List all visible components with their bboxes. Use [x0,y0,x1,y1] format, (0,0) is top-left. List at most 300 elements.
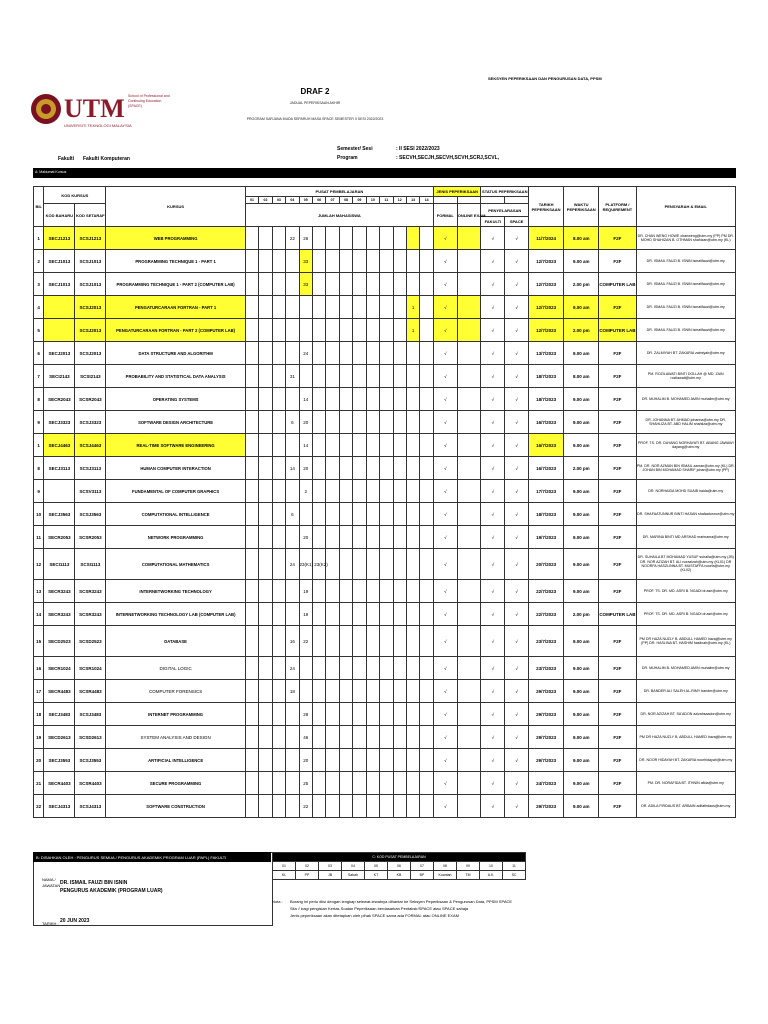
row-center-count [339,795,352,818]
table-row [34,342,736,365]
table-row [34,680,736,703]
row-formal: √ [433,388,457,411]
row-center-count [406,411,419,434]
row-formal: √ [433,749,457,772]
row-waktu: 9.00 am [564,703,599,726]
tarikh-label: TARIKH : [42,921,59,926]
row-online [457,480,481,503]
row-center-count [380,250,393,273]
row-formal: √ [433,526,457,549]
table-row [34,273,736,296]
row-kod-setaraf: SCSJ2013 [75,342,106,365]
row-center-count [353,319,366,342]
row-center-count [393,726,406,749]
center-header: 03 [272,197,285,204]
row-waktu: 2.00 pm [564,603,599,626]
row-center-count [353,726,366,749]
row-tarikh: 29/7/2023 [529,680,564,703]
row-bil: 9 [34,411,44,434]
row-center-count [259,388,272,411]
row-center-count [353,296,366,319]
center-header: 07 [326,197,339,204]
row-center-count [326,795,339,818]
table-row [34,526,736,549]
table-row [34,457,736,480]
row-waktu: 9.00 am [564,411,599,434]
subtitle-1: JADUAL PEPERIKSAAN AKHIR [289,101,341,105]
table-row [34,580,736,603]
row-center-count [286,603,299,626]
row-waktu: 9.00 am [564,726,599,749]
row-space: √ [505,603,529,626]
row-center-count [393,749,406,772]
row-tarikh: 18/7/2023 [529,503,564,526]
row-center-count [312,795,325,818]
row-platform: F2F [599,526,636,549]
row-center-count: 46 [299,726,312,749]
row-center-count [406,480,419,503]
row-pensyarah: DR. ISMAIL FAUZI B. ISNIN ismailfauzi@utm.my [636,250,735,273]
svg-text:(SPACE): (SPACE) [128,104,142,108]
nota-2: Sila √ bagi pengisian Kertas Soalan Peperiksaan berdasarkan Pentaksir/SPACE atau SPACE sahaja [290,906,469,911]
row-center-count [339,580,352,603]
row-bil: 15 [34,626,44,657]
row-pensyarah: PM. ROZILAWATI BINTI DOLLAH @ MD. ZAIN rozilawati@utm.my [636,365,735,388]
row-center-count [393,365,406,388]
row-tarikh: 18/7/2023 [529,388,564,411]
row-waktu: 2.00 pm [564,273,599,296]
row-center-count [339,772,352,795]
row-center-count [420,526,434,549]
row-center-count [420,626,434,657]
row-center-count: 22 [299,795,312,818]
row-waktu: 8.00 am [564,227,599,250]
row-kod-baru: SECI2143 [44,365,75,388]
row-online [457,549,481,580]
row-pensyarah: DR. JOHANNA BT. AHMAD johanna@utm.my DR. SHAHLIZA BT. ABD HALIM shahliza@utm.my [636,411,735,434]
row-center-count [420,726,434,749]
row-center-count [272,457,285,480]
row-center-count [353,526,366,549]
row-center-count [245,319,258,342]
row-center-count [259,227,272,250]
row-center-count [393,526,406,549]
row-bil: 10 [34,503,44,526]
row-kod-baru: SECJ3553 [44,749,75,772]
row-center-count [312,772,325,795]
row-kursus: WEB PROGRAMMING [106,227,246,250]
row-tarikh: 16/7/2023 [529,434,564,457]
row-waktu: 9.00 am [564,680,599,703]
row-center-count [366,657,379,680]
row-center-count [420,250,434,273]
row-kod-setaraf: SCSR2053 [75,526,106,549]
row-center-count [380,388,393,411]
col-platform: PLATFORM / REQUIREMENT [599,187,636,227]
row-center-count [380,365,393,388]
program-label: Program [337,155,358,161]
row-center-count [326,603,339,626]
row-bil: 7 [34,365,44,388]
row-center-count [259,319,272,342]
row-tarikh: 20/7/2023 [529,549,564,580]
row-tarikh: 17/7/2023 [529,480,564,503]
row-bil: 5 [34,319,44,342]
row-center-count [420,457,434,480]
signatory-position: PENGURUS AKADEMIK (PROGRAM LUAR) [60,888,163,894]
table-row [34,795,736,818]
row-center-count [286,726,299,749]
row-center-count [326,319,339,342]
row-center-count: 14 [299,388,312,411]
row-kod-baru: SECI1113 [44,549,75,580]
center-header: 01 [245,197,258,204]
row-kod-setaraf: SCSR1024 [75,657,106,680]
row-center-count [380,434,393,457]
row-online [457,434,481,457]
row-center-count [339,250,352,273]
row-kod-setaraf: SCSJ3483 [75,703,106,726]
row-fakulti: √ [481,503,505,526]
center-header: 06 [312,197,325,204]
table-row [34,296,736,319]
row-center-count [366,680,379,703]
row-bil: 1 [34,434,44,457]
row-fakulti: √ [481,703,505,726]
row-center-count [353,772,366,795]
section-a-bar [33,168,736,178]
program-value: : SECVH,SECJH,SECVH,SCVH,SCRJ,SCVL, [396,155,500,161]
row-center-count [406,680,419,703]
row-space: √ [505,250,529,273]
row-center-count [393,411,406,434]
row-center-count: 20 [299,749,312,772]
row-center-count [420,703,434,726]
row-online [457,749,481,772]
row-center-count [406,434,419,457]
row-platform: F2F [599,726,636,749]
row-center-count [245,503,258,526]
row-kod-setaraf: SCSD2523 [75,626,106,657]
row-fakulti: √ [481,657,505,680]
row-center-count [326,657,339,680]
row-waktu: 9.00 am [564,388,599,411]
row-center-count [245,603,258,626]
row-center-count [272,526,285,549]
row-bil: 2 [34,250,44,273]
row-online [457,726,481,749]
row-kod-setaraf: SCSJ4463 [75,434,106,457]
row-center-count: 20 [299,457,312,480]
row-kod-setaraf: SCSR2043 [75,388,106,411]
row-center-count [420,296,434,319]
row-center-count [286,703,299,726]
row-center-count [420,434,434,457]
row-pensyarah: PROF. TS. DR. MD. ASRI B. NGADI dr.asri@utm.my [636,580,735,603]
row-center-count [245,526,258,549]
row-fakulti: √ [481,580,505,603]
row-center-count [286,273,299,296]
center-name: Kuantan [434,871,457,880]
row-platform: F2F [599,703,636,726]
row-center-count [366,319,379,342]
row-online [457,795,481,818]
row-center-count: 20 [299,526,312,549]
row-kod-baru: SECJ3113 [44,457,75,480]
row-center-count [393,626,406,657]
row-center-count [312,580,325,603]
center-code: 06 [388,862,411,871]
row-center-count [312,657,325,680]
row-center-count [366,503,379,526]
row-waktu: 9.00 am [564,342,599,365]
row-center-count [366,526,379,549]
col-kursus: KURSUS [106,187,246,227]
row-center-count [420,580,434,603]
row-kursus: SOFTWARE DESIGN ARCHITECTURE [106,411,246,434]
row-center-count [420,549,434,580]
row-center-count [326,772,339,795]
row-kursus: ARTIFICIAL INTELLIGENCE [106,749,246,772]
row-center-count [272,603,285,626]
center-name: A.K. [480,871,503,880]
row-center-count [406,795,419,818]
center-name: PP [296,871,319,880]
row-pensyarah: DR. MUHALIM B. MOHAMED AMIN muhalim@utm.my [636,388,735,411]
row-formal: √ [433,227,457,250]
row-online [457,503,481,526]
row-tarikh: 23/7/2023 [529,657,564,680]
row-center-count [339,626,352,657]
table-row [34,480,736,503]
row-center-count [406,657,419,680]
row-center-count [420,503,434,526]
row-fakulti: √ [481,603,505,626]
row-center-count [272,480,285,503]
center-header: 13 [406,197,419,204]
row-bil: 20 [34,749,44,772]
row-pensyarah: DR. ISMAIL FAUZI B. ISNIN ismailfauzi@utm.my [636,273,735,296]
row-kod-baru: SECJ3323 [44,411,75,434]
row-center-count [326,580,339,603]
row-center-count [259,342,272,365]
row-center-count [272,365,285,388]
row-center-count: 16 [286,626,299,657]
row-center-count [326,726,339,749]
row-fakulti: √ [481,319,505,342]
row-center-count: 25 [299,772,312,795]
row-kod-baru: SECR3243 [44,603,75,626]
row-center-count [299,680,312,703]
row-center-count [259,273,272,296]
col-fakulti: FAKULTI [481,217,505,227]
row-center-count [312,526,325,549]
row-center-count [259,657,272,680]
col-pensyarah: PENSYARAH & EMAIL [636,187,735,227]
table-row [34,503,736,526]
row-center-count [245,342,258,365]
jawatan-label: JAWATAN : [42,883,63,888]
table-row [34,388,736,411]
row-center-count: 20 [299,411,312,434]
row-kursus: SECURE PROGRAMMING [106,772,246,795]
row-kod-setaraf: SCSJ3323 [75,411,106,434]
row-kod-baru [44,296,75,319]
row-center-count: 6 [286,411,299,434]
svg-text:Continuing Education: Continuing Education [128,99,162,103]
row-formal: √ [433,365,457,388]
row-center-count [406,772,419,795]
row-center-count [366,365,379,388]
row-center-count [326,296,339,319]
row-pensyarah: DR. ZALMIYAH BT. ZAKARIA zalmiyah@utm.my [636,342,735,365]
row-kursus: NETWORK PROGRAMMING [106,526,246,549]
row-center-count [312,603,325,626]
row-waktu: 2.00 pm [564,319,599,342]
row-formal: √ [433,250,457,273]
row-kod-setaraf: SCSJ2013 [75,296,106,319]
row-center-count [272,580,285,603]
table-row [34,726,736,749]
row-center-count [420,365,434,388]
row-center-count [339,388,352,411]
row-center-count [312,503,325,526]
row-space: √ [505,680,529,703]
row-online [457,526,481,549]
row-center-count [353,749,366,772]
row-center-count [353,457,366,480]
row-center-count [272,250,285,273]
row-online [457,250,481,273]
row-center-count [259,434,272,457]
row-center-count [366,250,379,273]
row-online [457,626,481,657]
row-bil: 11 [34,526,44,549]
row-center-count [353,365,366,388]
row-space: √ [505,726,529,749]
row-tarikh: 16/7/2023 [529,411,564,434]
svg-text:UTM: UTM [64,94,125,123]
row-kursus: REAL-TIME SOFTWARE ENGINEERING [106,434,246,457]
row-center-count [420,749,434,772]
row-center-count [380,795,393,818]
row-center-count [272,296,285,319]
row-center-count [393,296,406,319]
row-center-count [393,388,406,411]
row-center-count [366,480,379,503]
row-center-count [312,227,325,250]
row-bil: 19 [34,726,44,749]
row-center-count [380,273,393,296]
row-space: √ [505,626,529,657]
col-space: SPACE [505,217,529,227]
row-kod-setaraf: SCSI1113 [75,549,106,580]
row-formal: √ [433,319,457,342]
row-center-count [380,726,393,749]
row-center-count [312,411,325,434]
row-center-count [366,388,379,411]
row-center-count [245,549,258,580]
row-kod-baru: SECJ2013 [44,342,75,365]
row-platform: F2F [599,388,636,411]
row-tarikh: 22/7/2023 [529,603,564,626]
row-center-count: 24 [286,549,299,580]
row-center-count [245,626,258,657]
row-kod-baru: SECJ4313 [44,795,75,818]
row-pensyarah: DR. MUHALIM B. MOHAMED AMIN muhalim@utm.my [636,657,735,680]
row-center-count [393,680,406,703]
table-row [34,227,736,250]
row-kod-baru: SECR3243 [44,580,75,603]
row-center-count [272,549,285,580]
row-fakulti: √ [481,626,505,657]
row-center-count [286,296,299,319]
row-space: √ [505,526,529,549]
row-platform: F2F [599,411,636,434]
row-center-count [259,603,272,626]
col-penyelarasan: PENYELARASAN [481,204,529,217]
row-center-count [339,342,352,365]
row-bil: 8 [34,457,44,480]
row-center-count [286,580,299,603]
row-center-count [380,626,393,657]
row-center-count: 33 [299,250,312,273]
row-center-count [272,503,285,526]
row-center-count [286,526,299,549]
row-center-count [312,680,325,703]
row-online [457,388,481,411]
row-center-count [339,296,352,319]
center-header: 08 [339,197,352,204]
center-header: 02 [259,197,272,204]
row-center-count [259,726,272,749]
row-center-count [420,273,434,296]
nama-label: NAMA / [42,877,56,882]
row-center-count: 1 [406,319,419,342]
row-center-count [380,657,393,680]
row-center-count [272,680,285,703]
row-center-count [272,657,285,680]
row-center-count [420,227,434,250]
row-center-count [272,388,285,411]
row-pensyarah: DR. NOR AZIZAH BT. SA'ADON azizahsaadon@utm.my [636,703,735,726]
row-center-count [326,250,339,273]
row-kod-setaraf: SCSJ3553 [75,749,106,772]
row-tarikh: 22/7/2023 [529,580,564,603]
row-center-count [259,749,272,772]
row-center-count [393,603,406,626]
row-fakulti: √ [481,273,505,296]
row-online [457,772,481,795]
row-bil: 18 [34,703,44,726]
row-center-count [286,319,299,342]
row-formal: √ [433,795,457,818]
row-center-count [326,703,339,726]
col-online: ONLINE EXAM [457,204,481,227]
row-pensyarah: DR. ISMAIL FAUZI B. ISNIN ismailfauzi@utm.my [636,296,735,319]
row-center-count [245,273,258,296]
row-pensyarah: DR. SHAFAATUNNUR BINTI HASAN shafaatunnur@utm.my [636,503,735,526]
row-center-count [286,749,299,772]
center-name: KT [365,871,388,880]
row-center-count [245,580,258,603]
row-center-count [353,273,366,296]
row-waktu: 9.00 am [564,749,599,772]
row-online [457,411,481,434]
row-center-count [380,772,393,795]
row-center-count: 14 [286,457,299,480]
row-kod-baru: SECR4483 [44,680,75,703]
